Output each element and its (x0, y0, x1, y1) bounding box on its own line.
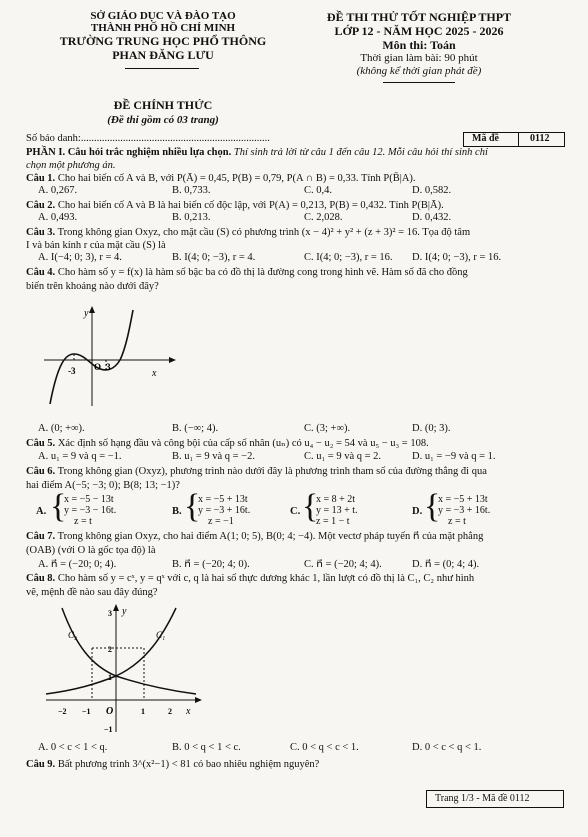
q7-text: Trong không gian Oxyz, cho hai điểm A(1; 0; 5), B(0; 4; −4). Một vectơ pháp tuyến n⃗ của mặt phẳng (57, 531, 484, 542)
question-6 (26, 465, 566, 479)
q5-option-d: D. u₁ = −9 và q = 1. (412, 451, 496, 462)
exam-code-label: Mã đề (472, 133, 499, 144)
q3-text-2: I và bán kính r của mặt cầu (S) là (26, 240, 166, 251)
q8-option-a: A. 0 < c < 1 < q. (38, 742, 108, 753)
page-footer: Trang 1/3 - Mã đề 0112 (435, 793, 530, 804)
page-count-note: (Đề thi gồm có 03 trang) (107, 114, 219, 126)
exam-code-box (463, 132, 565, 147)
graph2-tick-ym1: −1 (104, 725, 113, 734)
q4-option-c: C. (3; +∞). (304, 423, 351, 434)
q6b-line2: y = −3 + 16t. (198, 505, 251, 516)
exam-title-block (304, 10, 534, 52)
q6d-line1: x = −5 + 13t (438, 494, 488, 505)
q1-number: Câu 1. (26, 173, 56, 184)
graph1-tick-m3: -3 (68, 366, 76, 376)
q6-number: Câu 6. (26, 466, 56, 477)
exponential-graph-figure (40, 602, 210, 736)
graph1-x-arrow (169, 357, 176, 363)
q7-option-a: A. n⃗ = (−20; 0; 4). (38, 559, 117, 570)
subject: Môn thi: Toán (382, 38, 456, 52)
q5-option-b: B. u₁ = 9 và q = −2. (172, 451, 255, 462)
q2-option-a: A. 0,493. (38, 212, 78, 223)
q6-option-b-system (198, 494, 250, 527)
graph1-tick-p3: 3 (106, 362, 111, 372)
q1-option-d: D. 0,582. (412, 185, 452, 196)
graph2-tick-y3: 3 (108, 609, 112, 618)
q6b-line1: x = −5 + 13t (198, 494, 248, 505)
q9-text: Bất phương trình 3^(x²−1) < 81 có bao nhiêu nghiệm nguyên? (57, 759, 320, 770)
header-underline-right (383, 82, 455, 83)
q6-option-b-label: B. (172, 506, 182, 517)
q7-option-c: C. n⃗ = (−20; 4; 4). (304, 559, 382, 570)
q4-text: Cho hàm số y = f(x) là hàm số bậc ba có đồ thị là đường cong trong hình vẽ. Hàm số đã cho đồng (57, 267, 468, 278)
cubic-graph-figure (40, 304, 180, 412)
code-divider (518, 133, 519, 146)
q5-option-c: C. u₁ = 9 và q = 2. (304, 451, 382, 462)
q6-option-c-system (316, 494, 358, 527)
graph1-y-arrow (89, 306, 95, 313)
question-5 (26, 437, 566, 451)
time-block (304, 52, 534, 78)
q1-option-b: B. 0,733. (172, 185, 211, 196)
q2-option-b: B. 0,213. (172, 212, 211, 223)
q6a-line1: x = −5 − 13t (64, 494, 114, 505)
graph2-tick-y1: 1 (108, 673, 112, 682)
q7-option-b: B. n⃗ = (−20; 4; 0). (172, 559, 250, 570)
q7-text-2: (OAB) (với O là gốc tọa độ) là (26, 545, 156, 556)
q4-text-2: biến trên khoảng nào dưới đây? (26, 281, 159, 292)
header-underline-left (125, 68, 199, 69)
graph1-x-label: x (152, 368, 157, 379)
part1-instruction-2: chọn một phương án. (26, 160, 116, 171)
graph2-label-c1: C₁ (156, 630, 166, 640)
q8-text-2: vẽ, mệnh đề nào sau đây đúng? (26, 587, 158, 598)
q3-option-d: D. I(4; 0; −3), r = 16. (412, 252, 502, 263)
q3-option-b: B. I(4; 0; −3), r = 4. (172, 252, 256, 263)
q6c-line3: z = 1 − t (316, 516, 350, 527)
q6-option-d-brace: { (424, 488, 441, 525)
q6b-line3: z = −1 (208, 516, 234, 527)
graph2-tick-x1: 1 (141, 707, 145, 716)
graph2-tick-xm2: −2 (58, 707, 67, 716)
q3-number: Câu 3. (26, 227, 56, 238)
q6-option-a-system (64, 494, 116, 527)
q3-text: Trong không gian Oxyz, cho mặt cầu (S) có phương trình (x − 4)² + y² + (z + 3)² = 16. Tọa độ tâm (57, 227, 471, 238)
q3-option-c: C. I(4; 0; −3), r = 16. (304, 252, 393, 263)
question-1 (26, 172, 566, 186)
graph2-tick-x2: 2 (168, 707, 172, 716)
q6a-line3: z = t (74, 516, 92, 527)
q8-option-c: C. 0 < q < c < 1. (290, 742, 359, 753)
q6-text-2: hai điểm A(−5; −3; 0); B(8; 13; −1)? (26, 480, 180, 491)
q6-option-c-label: C. (290, 506, 301, 517)
q4-number: Câu 4. (26, 267, 56, 278)
q4-option-a: A. (0; +∞). (38, 423, 85, 434)
time-note: (không kể thời gian phát đề) (356, 65, 482, 77)
graph2-y-arrow (113, 604, 119, 611)
graph2-x-label: x (186, 706, 191, 717)
grade-year: LỚP 12 - NĂM HỌC 2025 - 2026 (334, 24, 504, 38)
question-3 (26, 226, 566, 240)
q6d-line2: y = −3 + 16t. (438, 505, 491, 516)
q5-text: Xác định số hạng đầu và công bội của cấp số nhân (uₙ) có u₄ − u₂ = 54 và u₅ − u₃ = 108. (57, 438, 429, 449)
time-limit: Thời gian làm bài: 90 phút (360, 52, 478, 64)
graph2-label-c2: C₂ (68, 630, 78, 640)
q5-option-a: A. u₁ = 9 và q = −1. (38, 451, 122, 462)
graph2-origin: O (106, 706, 114, 717)
q1-option-c: C. 0,4. (304, 185, 333, 196)
q6-option-a-label: A. (36, 506, 47, 517)
exam-title: ĐỀ THI THỬ TỐT NGHIỆP THPT (326, 10, 512, 24)
q2-option-c: C. 2,028. (304, 212, 343, 223)
q6c-line1: x = 8 + 2t (316, 494, 356, 505)
q8-option-d: D. 0 < c < q < 1. (412, 742, 482, 753)
question-9 (26, 758, 566, 772)
q2-number: Câu 2. (26, 200, 56, 211)
question-2 (26, 199, 566, 213)
page-footer-box (426, 790, 564, 808)
graph1-y-label: y (84, 308, 89, 319)
q7-number: Câu 7. (26, 531, 56, 542)
q4-option-b: B. (−∞; 4). (172, 423, 219, 434)
q8-number: Câu 8. (26, 573, 56, 584)
q6-option-d-system (438, 494, 490, 527)
q9-number: Câu 9. (26, 759, 56, 770)
q7-option-d: D. n⃗ = (0; 4; 4). (412, 559, 480, 570)
header-line-2: THÀNH PHỐ HỒ CHÍ MINH (90, 22, 236, 34)
part1-heading (26, 146, 566, 160)
graph2-tick-y2: 2 (108, 645, 112, 654)
q8-text: Cho hàm số y = cˣ, y = qˣ với c, q là hai số thực dương khác 1, lần lượt có đồ thị là C₁, C₂ như hình (57, 573, 475, 584)
graph2-y-label: y (122, 606, 127, 617)
q8-option-b: B. 0 < q < 1 < c. (172, 742, 241, 753)
q1-option-a: A. 0,267. (38, 185, 78, 196)
q6-text: Trong không gian (Oxyz), phương trình nào dưới đây là phương trình tham số của đường thẳng đi qua (57, 466, 487, 477)
graph2-x-arrow (195, 697, 202, 703)
part1-title: PHẦN I. Câu hỏi trắc nghiệm nhiều lựa chọn. (26, 147, 232, 158)
official-label: ĐỀ CHÍNH THỨC (113, 98, 213, 112)
graph1-origin: O (94, 362, 102, 372)
q6-option-d-label: D. (412, 506, 423, 517)
q6a-line2: y = −3 − 16t. (64, 505, 117, 516)
q2-option-d: D. 0,432. (412, 212, 452, 223)
department-header (58, 10, 268, 62)
graph2-tick-xm1: −1 (82, 707, 91, 716)
candidate-number: Số báo danh:........................................................................ (26, 133, 270, 144)
q3-option-a: A. I(−4; 0; 3), r = 4. (38, 252, 122, 263)
graph2-curve-c2 (62, 608, 196, 694)
question-4 (26, 266, 566, 280)
q4-option-d: D. (0; 3). (412, 423, 451, 434)
school-name-2: PHAN ĐĂNG LƯU (112, 48, 214, 62)
q5-number: Câu 5. (26, 438, 56, 449)
header-line-1: SỞ GIÁO DỤC VÀ ĐÀO TẠO (90, 10, 236, 22)
question-7 (26, 530, 566, 544)
question-8 (26, 572, 566, 586)
q1-text: Cho hai biến cố A và B, với P(Ā) = 0,45, P(B) = 0,79, P(A ∩ B) = 0,33. Tính P(B̄|A). (57, 173, 416, 184)
q6d-line3: z = t (448, 516, 466, 527)
q6-option-c-brace: { (302, 488, 319, 525)
q6-option-a-brace: { (50, 488, 67, 525)
q6c-line2: y = 13 + t. (316, 505, 358, 516)
q6-option-b-brace: { (184, 488, 201, 525)
q2-text: Cho hai biến cố A và B là hai biến cố độc lập, với P(A) = 0,213, P(B) = 0,432. Tính P(B|Ā). (57, 200, 444, 211)
school-name: TRƯỜNG TRUNG HỌC PHỔ THÔNG (59, 34, 267, 48)
exam-code-value: 0112 (530, 133, 550, 144)
part1-instruction: Thí sinh trả lời từ câu 1 đến câu 12. Mỗi câu hỏi thí sinh chỉ (233, 147, 488, 158)
